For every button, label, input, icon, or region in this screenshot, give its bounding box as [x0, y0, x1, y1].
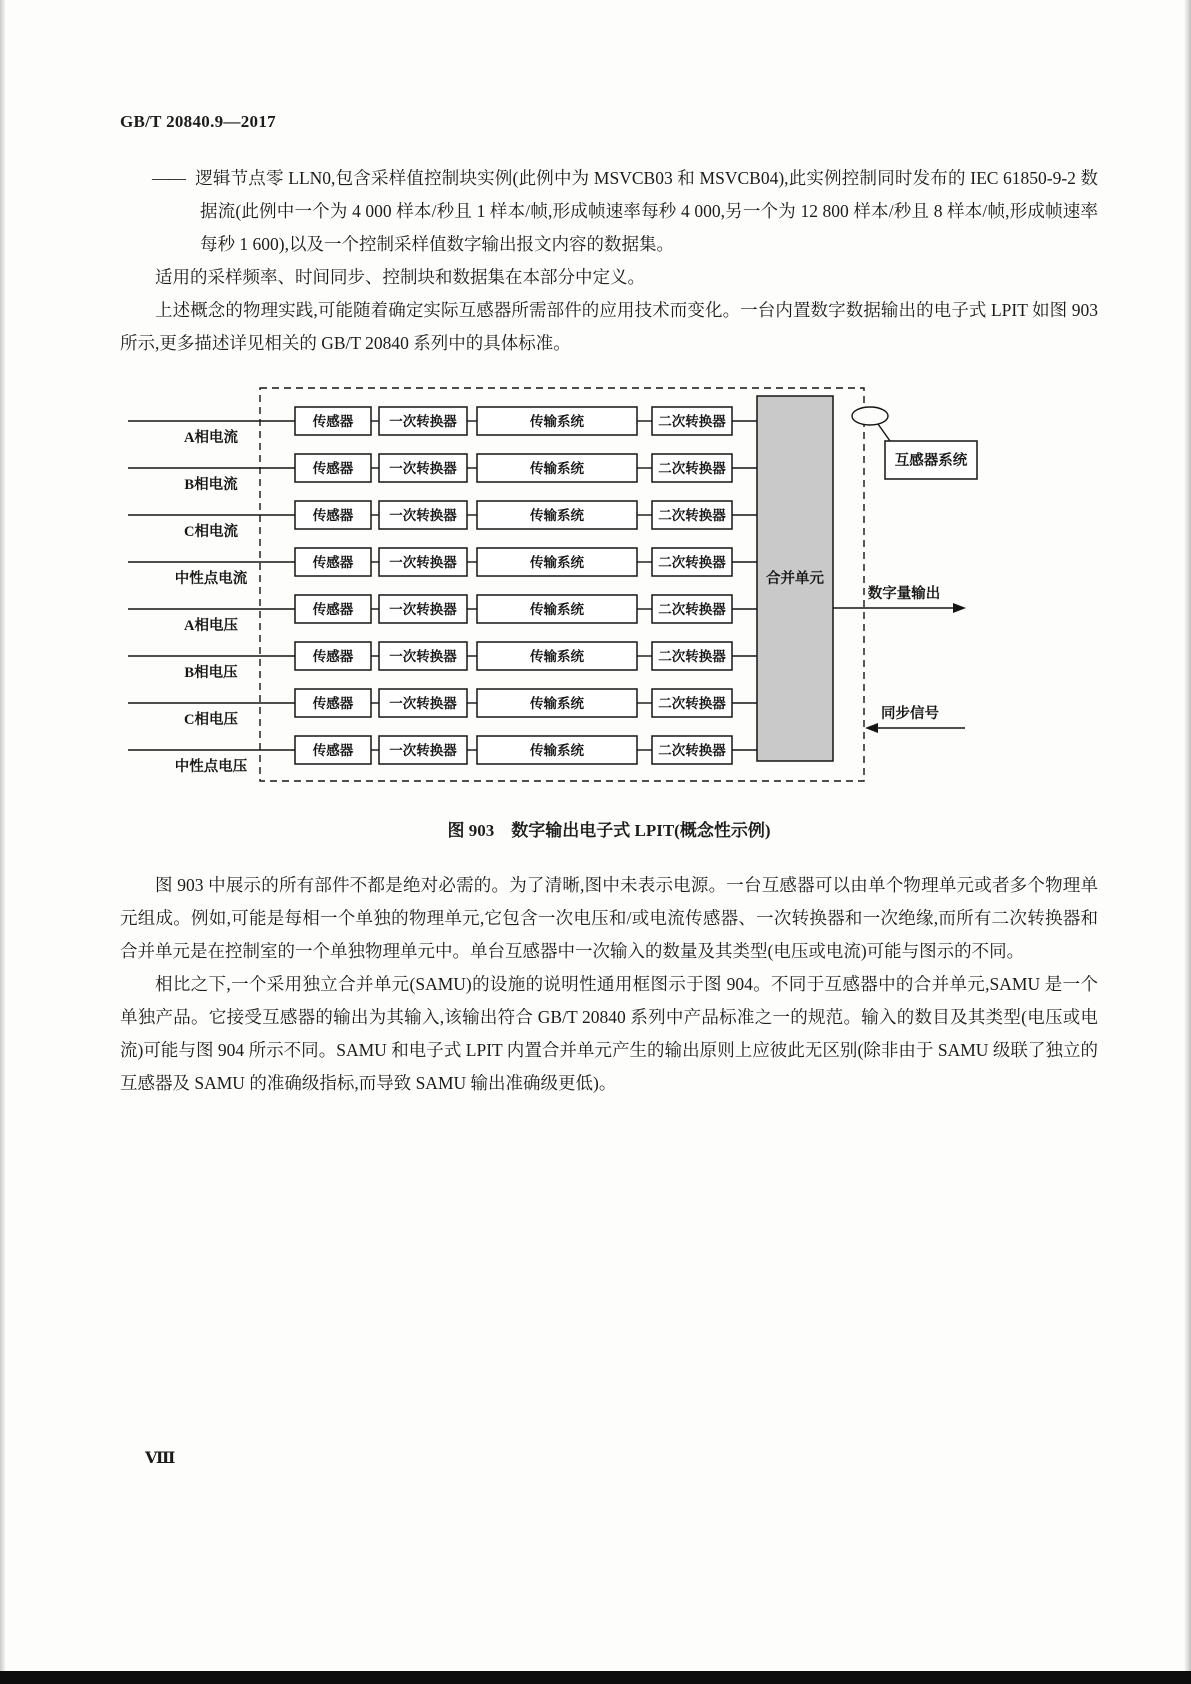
digital-output-label: 数字量输出 [867, 586, 941, 602]
list-text: 逻辑节点零 LLN0,包含采样值控制块实例(此例中为 MSVCB03 和 MSVCB04),此实例控制同时发布的 IEC 61850-9-2 数据流(此例中一个为 4 000 样本/秒且 1 样本/帧,形成帧速率每秒 4 000,另一个为 12 800 样本/秒且 8 样本/帧,形成帧速率每秒 1 600),以及一个控制采样值数字输出报文内容的数据集。 [195, 168, 1098, 254]
primary_converter-label: 一次转换器 [389, 743, 457, 758]
lpit-diagram [120, 386, 1070, 786]
paragraph-physical-practice: 上述概念的物理实践,可能随着确定实际互感器所需部件的应用技术而变化。一台内置数字数据输出的电子式 LPIT 如图 903 所示,更多描述详见相关的 GB/T 20840 系列中的具体标准。 [120, 300, 1098, 353]
boundary-callout-ellipse [852, 407, 888, 425]
sensor-label: 传感器 [312, 649, 354, 664]
transmission-label: 传输系统 [530, 743, 584, 758]
diagram-row [128, 548, 757, 587]
diagram-row [128, 642, 757, 681]
paragraph-samu: 相比之下,一个采用独立合并单元(SAMU)的设施的说明性通用框图示于图 904。不同于互感器中的合并单元,SAMU 是一个单独产品。它接受互感器的输出为其输入,该输出符合 GB/T 20840 系列中产品标准之一的规范。输入的数目及其类型(电压或电流)可能与图 904 所示不同。SAMU 和电子式 LPIT 内置合并单元产生的输出原则上应彼此无区别(除非由于 SAMU 级联了独立的互感器及 SAMU 的准确级指标,而导致 SAMU 输出准确级更低)。 [120, 974, 1098, 1093]
list-item-lln0 [120, 162, 1098, 261]
paragraph-components-note: 图 903 中展示的所有部件不都是绝对必需的。为了清晰,图中未表示电源。一台互感器可以由单个物理单元或者多个物理单元组成。例如,可能是每相一个单独的物理单元,它包含一次电压和/或电流传感器、一次转换器和一次绝缘,而所有二次转换器和合并单元是在控制室的一个单独物理单元中。单台互感器中一次输入的数量及其类型(电压或电流)可能与图示的不同。 [120, 875, 1098, 961]
sensor-label: 传感器 [312, 743, 354, 758]
paragraph-sampling-definition: 适用的采样频率、时间同步、控制块和数据集在本部分中定义。 [155, 267, 645, 287]
transformer-system-label: 互感器系统 [894, 453, 968, 469]
transmission-label: 传输系统 [530, 508, 584, 523]
primary_converter-label: 一次转换器 [389, 461, 457, 476]
diagram-rows [128, 407, 757, 775]
primary_converter-label: 一次转换器 [389, 555, 457, 570]
input-label: A相电压 [184, 618, 238, 634]
diagram-row [128, 689, 757, 728]
input-label: 中性点电流 [174, 571, 248, 587]
secondary_converter-label: 二次转换器 [658, 696, 726, 711]
callout-line [878, 424, 890, 441]
secondary_converter-label: 二次转换器 [658, 649, 726, 664]
transmission-label: 传输系统 [530, 555, 584, 570]
primary_converter-label: 一次转换器 [389, 649, 457, 664]
merging-unit-label: 合并单元 [766, 571, 824, 587]
primary_converter-label: 一次转换器 [389, 508, 457, 523]
diagram-row [128, 454, 757, 493]
scan-edge-right [1184, 0, 1191, 1684]
transmission-label: 传输系统 [530, 649, 584, 664]
input-label: C相电流 [184, 524, 238, 540]
secondary_converter-label: 二次转换器 [658, 414, 726, 429]
diagram-row [128, 595, 757, 634]
scan-edge-left [0, 0, 6, 1684]
sensor-label: 传感器 [312, 555, 354, 570]
primary_converter-label: 一次转换器 [389, 696, 457, 711]
sensor-label: 传感器 [312, 696, 354, 711]
diagram-row [128, 501, 757, 540]
input-label: A相电流 [184, 430, 238, 446]
standard-number: GB/T 20840.9—2017 [120, 112, 276, 131]
sensor-label: 传感器 [312, 508, 354, 523]
diagram-row [128, 736, 757, 775]
input-label: B相电压 [184, 665, 238, 681]
input-label: B相电流 [184, 477, 238, 493]
page-number: Ⅷ [145, 1450, 176, 1467]
page-content [120, 0, 1098, 1100]
scan-edge-bottom [0, 1671, 1191, 1684]
secondary_converter-label: 二次转换器 [658, 508, 726, 523]
secondary_converter-label: 二次转换器 [658, 555, 726, 570]
primary_converter-label: 一次转换器 [389, 602, 457, 617]
transmission-label: 传输系统 [530, 414, 584, 429]
sync-signal-label: 同步信号 [881, 706, 939, 722]
secondary_converter-label: 二次转换器 [658, 461, 726, 476]
transmission-label: 传输系统 [530, 461, 584, 476]
secondary_converter-label: 二次转换器 [658, 602, 726, 617]
sensor-label: 传感器 [312, 602, 354, 617]
transmission-label: 传输系统 [530, 602, 584, 617]
sensor-label: 传感器 [312, 461, 354, 476]
diagram-row [128, 407, 757, 446]
transmission-label: 传输系统 [530, 696, 584, 711]
figure-caption: 图 903 数字输出电子式 LPIT(概念性示例) [447, 821, 771, 840]
secondary_converter-label: 二次转换器 [658, 743, 726, 758]
input-label: 中性点电压 [174, 759, 248, 775]
primary_converter-label: 一次转换器 [389, 414, 457, 429]
list-dash: —— [152, 168, 185, 188]
sensor-label: 传感器 [312, 414, 354, 429]
figure-903 [120, 386, 1098, 786]
input-label: C相电压 [184, 712, 238, 728]
sync-signal-arrowhead [865, 723, 878, 733]
digital-output-arrowhead [953, 603, 966, 613]
